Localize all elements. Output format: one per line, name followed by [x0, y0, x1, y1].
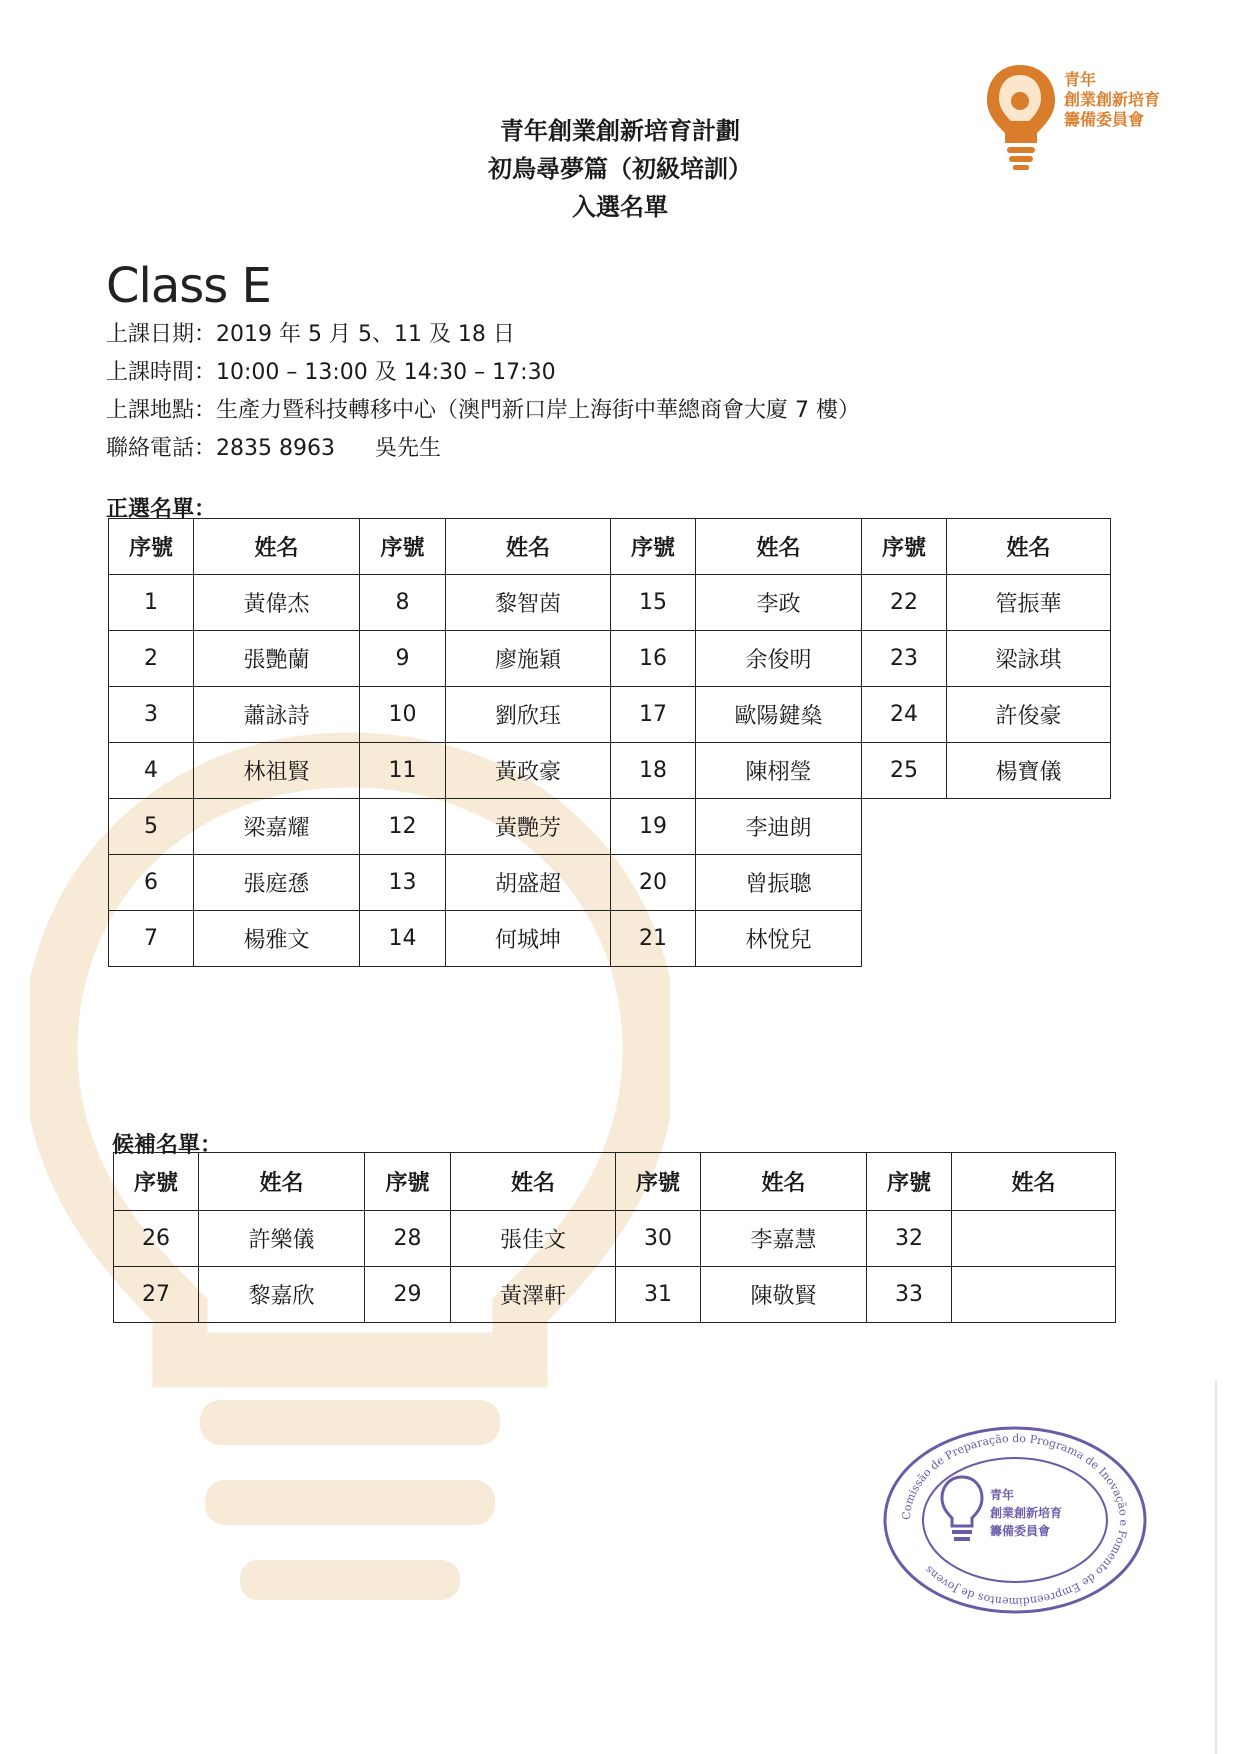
- main-list-label: 正選名單：: [106, 497, 217, 522]
- cell-name: 林祖賢: [194, 743, 360, 799]
- col-header-name: 姓名: [451, 1153, 616, 1211]
- stamp-line: 青年: [990, 1488, 1015, 1502]
- cell-number: 10: [360, 687, 446, 743]
- cell-number: 25: [862, 743, 947, 799]
- table-row: [114, 1267, 1116, 1323]
- cell-number: 4: [109, 743, 194, 799]
- table-header-row: [109, 519, 1111, 575]
- cell-name: 黃澤軒: [451, 1267, 616, 1323]
- program-title: 青年創業創新培育計劃: [500, 117, 740, 145]
- cell-number: 14: [360, 911, 446, 967]
- stamp-line: 籌備委員會: [990, 1524, 1051, 1538]
- cell-number: 12: [360, 799, 446, 855]
- cell-name: 蕭詠詩: [194, 687, 360, 743]
- cell-number: 15: [611, 575, 696, 631]
- cell-name: 黃偉杰: [194, 575, 360, 631]
- logo-line: 籌備委員會: [1064, 110, 1145, 129]
- cell-number: 27: [114, 1267, 199, 1323]
- col-header-number: 序號: [365, 1153, 451, 1211]
- cell-number: 9: [360, 631, 446, 687]
- col-header-number: 序號: [862, 519, 947, 575]
- cell-number: 28: [365, 1211, 451, 1267]
- cell-number: 30: [616, 1211, 701, 1267]
- cell-number: 18: [611, 743, 696, 799]
- cell-number: 3: [109, 687, 194, 743]
- col-header-name: 姓名: [199, 1153, 365, 1211]
- cell-name: [952, 1211, 1116, 1267]
- logo-line: 青年: [1064, 70, 1097, 89]
- list-title: 入選名單: [572, 193, 668, 221]
- cell-name: 張艷蘭: [194, 631, 360, 687]
- cell-number: 32: [867, 1211, 952, 1267]
- cell-name: 廖施穎: [446, 631, 611, 687]
- cell-name: 梁嘉耀: [194, 799, 360, 855]
- col-header-number: 序號: [867, 1153, 952, 1211]
- class-info: [106, 316, 860, 468]
- empty-cell: [862, 855, 1111, 911]
- col-header-name: 姓名: [952, 1153, 1116, 1211]
- cell-name: 管振華: [947, 575, 1111, 631]
- table-header-row: [114, 1153, 1116, 1211]
- cell-number: 24: [862, 687, 947, 743]
- course-title: 初鳥尋夢篇（初級培訓）: [488, 155, 752, 183]
- cell-number: 21: [611, 911, 696, 967]
- cell-name: [952, 1267, 1116, 1323]
- cell-name: 許俊豪: [947, 687, 1111, 743]
- cell-name: 梁詠琪: [947, 631, 1111, 687]
- main-list-table: [108, 518, 1111, 967]
- cell-number: 5: [109, 799, 194, 855]
- official-stamp-icon: [880, 1425, 1150, 1615]
- cell-number: 7: [109, 911, 194, 967]
- logo-line: 創業創新培育: [1064, 90, 1161, 109]
- col-header-number: 序號: [360, 519, 446, 575]
- cell-number: 26: [114, 1211, 199, 1267]
- col-header-name: 姓名: [194, 519, 360, 575]
- col-header-number: 序號: [114, 1153, 199, 1211]
- table-row: [109, 631, 1111, 687]
- table-row: [109, 575, 1111, 631]
- table-row: [109, 911, 1111, 967]
- table-row: [109, 799, 1111, 855]
- cell-number: 6: [109, 855, 194, 911]
- cell-number: 29: [365, 1267, 451, 1323]
- col-header-name: 姓名: [446, 519, 611, 575]
- cell-name: 林悅兒: [696, 911, 862, 967]
- cell-name: 黃艷芳: [446, 799, 611, 855]
- scan-edge-line: [1215, 1380, 1217, 1754]
- contact-person: 吳先生: [374, 436, 441, 461]
- cell-name: 楊雅文: [194, 911, 360, 967]
- cell-number: 23: [862, 631, 947, 687]
- class-contact: [106, 430, 860, 468]
- empty-cell: [862, 911, 1111, 967]
- cell-name: 張庭愻: [194, 855, 360, 911]
- table-row: [109, 687, 1111, 743]
- cell-number: 13: [360, 855, 446, 911]
- cell-number: 22: [862, 575, 947, 631]
- col-header-name: 姓名: [701, 1153, 867, 1211]
- empty-cell: [862, 799, 1111, 855]
- class-time: 上課時間：10:00 – 13:00 及 14:30 – 17:30: [106, 360, 556, 385]
- cell-number: 17: [611, 687, 696, 743]
- cell-number: 33: [867, 1267, 952, 1323]
- cell-number: 20: [611, 855, 696, 911]
- stamp-line: 創業創新培育: [990, 1506, 1063, 1520]
- stamp-ring-text: Comissão de Preparação do Programa de Inovação e Fomento de Empreendimentos de Jovens: [899, 1431, 1131, 1609]
- table-row: [109, 855, 1111, 911]
- cell-name: 張佳文: [451, 1211, 616, 1267]
- cell-name: 陳栩瑩: [696, 743, 862, 799]
- cell-number: 1: [109, 575, 194, 631]
- table-row: [109, 743, 1111, 799]
- col-header-name: 姓名: [947, 519, 1111, 575]
- class-date: 上課日期：2019 年 5 月 5、11 及 18 日: [106, 322, 515, 347]
- cell-name: 余俊明: [696, 631, 862, 687]
- waiting-list-label: 候補名單：: [112, 1133, 223, 1158]
- class-title: Class E: [106, 258, 271, 314]
- col-header-number: 序號: [616, 1153, 701, 1211]
- cell-number: 16: [611, 631, 696, 687]
- cell-name: 陳敬賢: [701, 1267, 867, 1323]
- cell-name: 曾振聰: [696, 855, 862, 911]
- col-header-name: 姓名: [696, 519, 862, 575]
- cell-number: 19: [611, 799, 696, 855]
- col-header-number: 序號: [611, 519, 696, 575]
- cell-name: 黃政豪: [446, 743, 611, 799]
- cell-number: 8: [360, 575, 446, 631]
- cell-name: 楊寶儀: [947, 743, 1111, 799]
- contact-phone: 聯絡電話：2835 8963: [106, 436, 335, 461]
- cell-name: 何城坤: [446, 911, 611, 967]
- cell-name: 李迪朗: [696, 799, 862, 855]
- col-header-number: 序號: [109, 519, 194, 575]
- class-venue: 上課地點：生產力暨科技轉移中心（澳門新口岸上海街中華總商會大廈 7 樓）: [106, 398, 860, 423]
- cell-name: 劉欣珏: [446, 687, 611, 743]
- cell-name: 黎嘉欣: [199, 1267, 365, 1323]
- cell-number: 2: [109, 631, 194, 687]
- table-row: [114, 1211, 1116, 1267]
- waiting-list-table: [113, 1152, 1116, 1323]
- document-header: [0, 112, 1240, 226]
- cell-name: 歐陽鍵燊: [696, 687, 862, 743]
- cell-name: 李嘉慧: [701, 1211, 867, 1267]
- cell-name: 李政: [696, 575, 862, 631]
- cell-number: 11: [360, 743, 446, 799]
- cell-name: 胡盛超: [446, 855, 611, 911]
- cell-name: 黎智茵: [446, 575, 611, 631]
- cell-name: 許樂儀: [199, 1211, 365, 1267]
- cell-number: 31: [616, 1267, 701, 1323]
